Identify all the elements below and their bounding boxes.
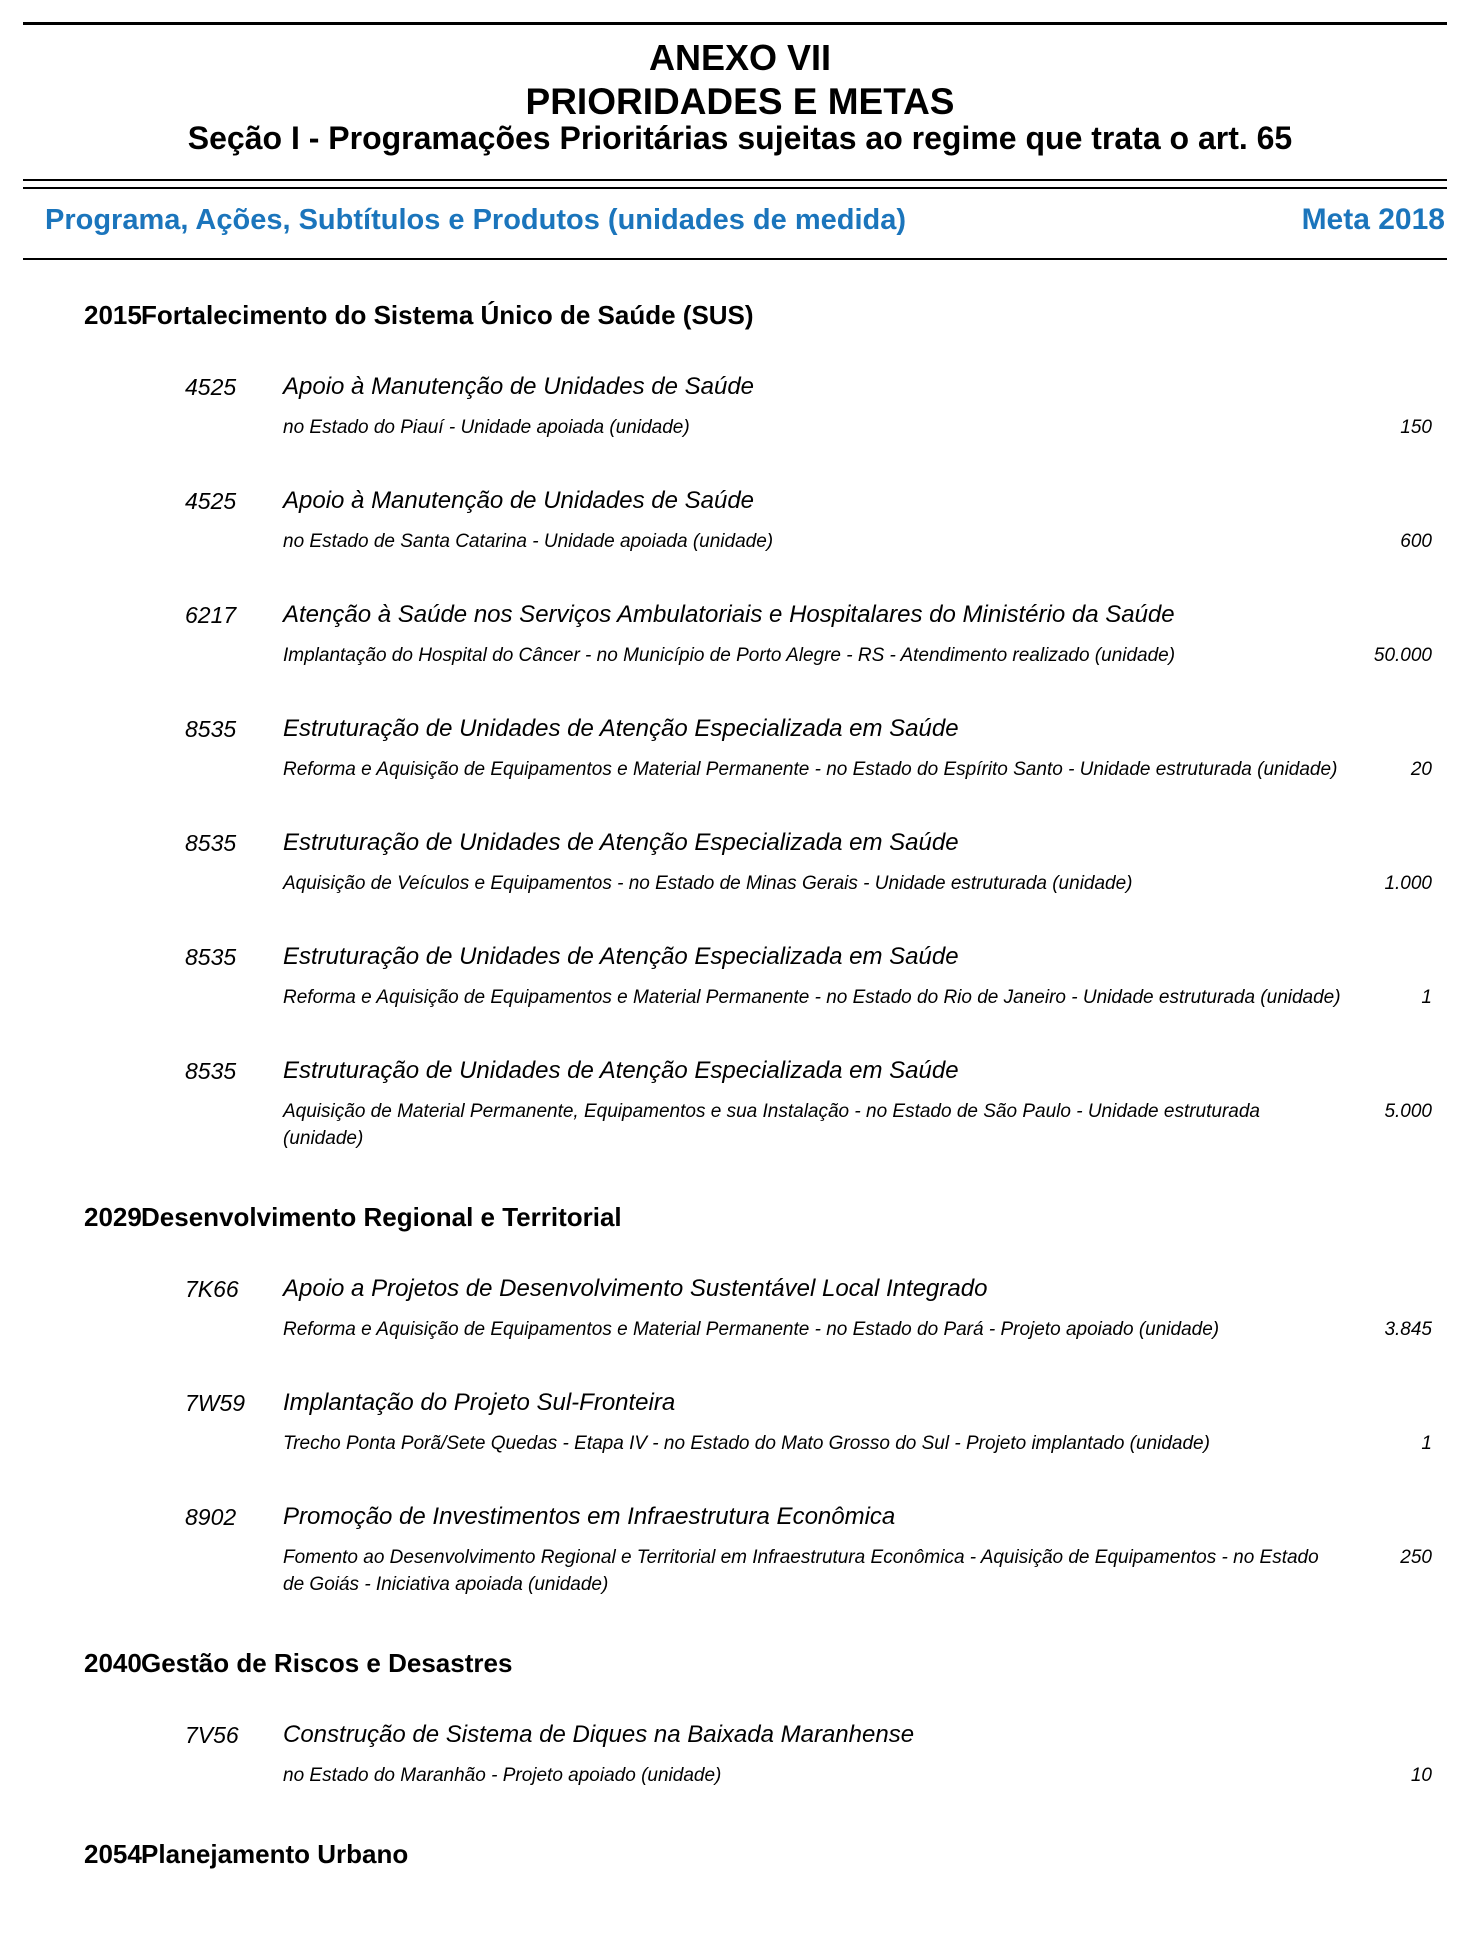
action-row — [0, 714, 1480, 783]
action-code: 8535 — [185, 1058, 237, 1084]
document-page — [0, 22, 1480, 1869]
action-subtitle: Reforma e Aquisição de Equipamentos e Material Permanente - no Estado do Rio de Janeiro - Unidade estruturada (unidade) — [283, 987, 1341, 1008]
program-section — [0, 300, 1480, 1152]
action-subtitle-line — [283, 414, 1432, 441]
action-subtitle: Implantação do Hospital do Câncer - no Município de Porto Alegre - RS - Atendimento realizado (unidade) — [283, 645, 1176, 666]
meta-value: 5.000 — [1384, 1101, 1432, 1122]
action-code: 8535 — [185, 944, 237, 970]
action-title: Apoio à Manutenção de Unidades de Saúde — [283, 373, 755, 400]
program-section — [0, 1839, 1480, 1869]
program-code: 2054 — [84, 1839, 142, 1869]
meta-value: 10 — [1410, 1765, 1432, 1786]
action-subtitle-line — [283, 642, 1432, 669]
program-section — [0, 1202, 1480, 1598]
action-subtitle: Aquisição de Material Permanente, Equipamentos e sua Instalação - no Estado de São Paulo - Unidade estruturada (unidade) — [283, 1101, 1260, 1149]
action-title-line — [185, 1720, 1432, 1750]
program-title: Planejamento Urbano — [141, 1839, 409, 1869]
action-subtitle: Fomento ao Desenvolvimento Regional e Territorial em Infraestrutura Econômica - Aquisição de Equipamentos - no Estado de Goiás - Iniciativa apoiada (unidade) — [283, 1547, 1319, 1595]
program-header — [0, 1202, 1480, 1232]
table-header-row — [45, 203, 1445, 237]
action-title: Apoio a Projetos de Desenvolvimento Sustentável Local Integrado — [283, 1275, 988, 1302]
action-title: Construção de Sistema de Diques na Baixada Maranhense — [283, 1721, 915, 1748]
action-title-line — [185, 828, 1432, 858]
section-subtitle: Seção I - Programações Prioritárias sujeitas ao regime que trata o art. 65 — [187, 120, 1293, 156]
action-code: 4525 — [185, 488, 237, 514]
program-code: 2040 — [84, 1648, 142, 1678]
action-code: 8902 — [185, 1504, 237, 1530]
action-title-line — [185, 942, 1432, 972]
action-subtitle-line — [283, 756, 1432, 783]
double-rule-lower — [23, 187, 1447, 189]
program-header — [0, 300, 1480, 330]
program-section — [0, 1648, 1480, 1789]
action-title-line — [185, 1274, 1432, 1304]
action-row — [0, 1056, 1480, 1152]
action-title: Estruturação de Unidades de Atenção Especializada em Saúde — [283, 943, 959, 970]
action-subtitle-line — [283, 1544, 1432, 1598]
action-row — [0, 372, 1480, 441]
meta-value: 1 — [1421, 1433, 1432, 1454]
program-header — [0, 1839, 1480, 1869]
action-title: Estruturação de Unidades de Atenção Especializada em Saúde — [283, 1057, 959, 1084]
action-row — [0, 1720, 1480, 1789]
document-body — [0, 300, 1480, 1869]
action-subtitle-line — [283, 1762, 1432, 1789]
table-header-programs: Programa, Ações, Subtítulos e Produtos (unidades de medida) — [45, 204, 907, 236]
action-title: Implantação do Projeto Sul-Fronteira — [283, 1389, 676, 1416]
meta-value: 3.845 — [1384, 1319, 1432, 1340]
action-title-line — [185, 372, 1432, 402]
action-subtitle: Aquisição de Veículos e Equipamentos - no Estado de Minas Gerais - Unidade estruturada (unidade) — [283, 873, 1133, 894]
table-header-meta: Meta 2018 — [1301, 203, 1445, 236]
header-underline-rule — [23, 258, 1447, 260]
action-subtitle: Trecho Ponta Porã/Sete Quedas - Etapa IV - no Estado do Mato Grosso do Sul - Projeto implantado (unidade) — [283, 1433, 1210, 1454]
action-title-line — [185, 1502, 1432, 1532]
action-title-line — [185, 1388, 1432, 1418]
action-title: Estruturação de Unidades de Atenção Especializada em Saúde — [283, 715, 959, 742]
action-row — [0, 600, 1480, 669]
program-title: Fortalecimento do Sistema Único de Saúde (SUS) — [141, 300, 754, 330]
action-code: 7K66 — [185, 1276, 239, 1302]
action-row — [0, 1388, 1480, 1457]
top-rule — [23, 22, 1447, 25]
program-header — [0, 1648, 1480, 1678]
double-rule-upper — [23, 179, 1447, 181]
program-code: 2015 — [84, 300, 142, 330]
meta-value: 1.000 — [1384, 873, 1432, 894]
action-subtitle-line — [283, 1316, 1432, 1343]
program-title: Desenvolvimento Regional e Territorial — [141, 1202, 622, 1232]
action-code: 6217 — [185, 602, 237, 628]
program-title: Gestão de Riscos e Desastres — [141, 1648, 513, 1678]
meta-value: 50.000 — [1373, 645, 1432, 666]
action-subtitle: Reforma e Aquisição de Equipamentos e Material Permanente - no Estado do Espírito Santo - Unidade estruturada (unidade) — [283, 759, 1338, 780]
action-title-line — [185, 1056, 1432, 1086]
action-title: Apoio à Manutenção de Unidades de Saúde — [283, 487, 755, 514]
action-code: 8535 — [185, 716, 237, 742]
action-code: 7W59 — [185, 1390, 246, 1416]
action-title: Estruturação de Unidades de Atenção Especializada em Saúde — [283, 829, 959, 856]
action-subtitle: no Estado do Piauí - Unidade apoiada (unidade) — [283, 417, 690, 438]
action-subtitle: no Estado do Maranhão - Projeto apoiado (unidade) — [283, 1765, 722, 1786]
action-row — [0, 1502, 1480, 1598]
action-row — [0, 942, 1480, 1011]
action-title-line — [185, 714, 1432, 744]
meta-value: 1 — [1421, 987, 1432, 1008]
action-subtitle: no Estado de Santa Catarina - Unidade apoiada (unidade) — [283, 531, 774, 552]
program-code: 2029 — [84, 1202, 142, 1232]
action-title: Atenção à Saúde nos Serviços Ambulatoriais e Hospitalares do Ministério da Saúde — [283, 601, 1175, 628]
action-subtitle-line — [283, 984, 1432, 1011]
action-code: 4525 — [185, 374, 237, 400]
action-row — [0, 1274, 1480, 1343]
meta-value: 150 — [1400, 417, 1432, 438]
document-title: PRIORIDADES E METAS — [525, 81, 955, 122]
action-title: Promoção de Investimentos em Infraestrutura Econômica — [283, 1503, 896, 1530]
action-code: 8535 — [185, 830, 237, 856]
meta-value: 600 — [1400, 531, 1432, 552]
action-row — [0, 486, 1480, 555]
action-code: 7V56 — [185, 1722, 239, 1748]
action-subtitle-line — [283, 1430, 1432, 1457]
action-subtitle: Reforma e Aquisição de Equipamentos e Material Permanente - no Estado do Pará - Projeto apoiado (unidade) — [283, 1319, 1220, 1340]
action-title-line — [185, 486, 1432, 516]
action-subtitle-line — [283, 870, 1432, 897]
meta-value: 250 — [1400, 1547, 1432, 1568]
meta-value: 20 — [1410, 759, 1432, 780]
action-title-line — [185, 600, 1432, 630]
annex-title: ANEXO VII — [648, 37, 832, 78]
action-subtitle-line — [283, 528, 1432, 555]
action-row — [0, 828, 1480, 897]
action-subtitle-line — [283, 1098, 1432, 1152]
